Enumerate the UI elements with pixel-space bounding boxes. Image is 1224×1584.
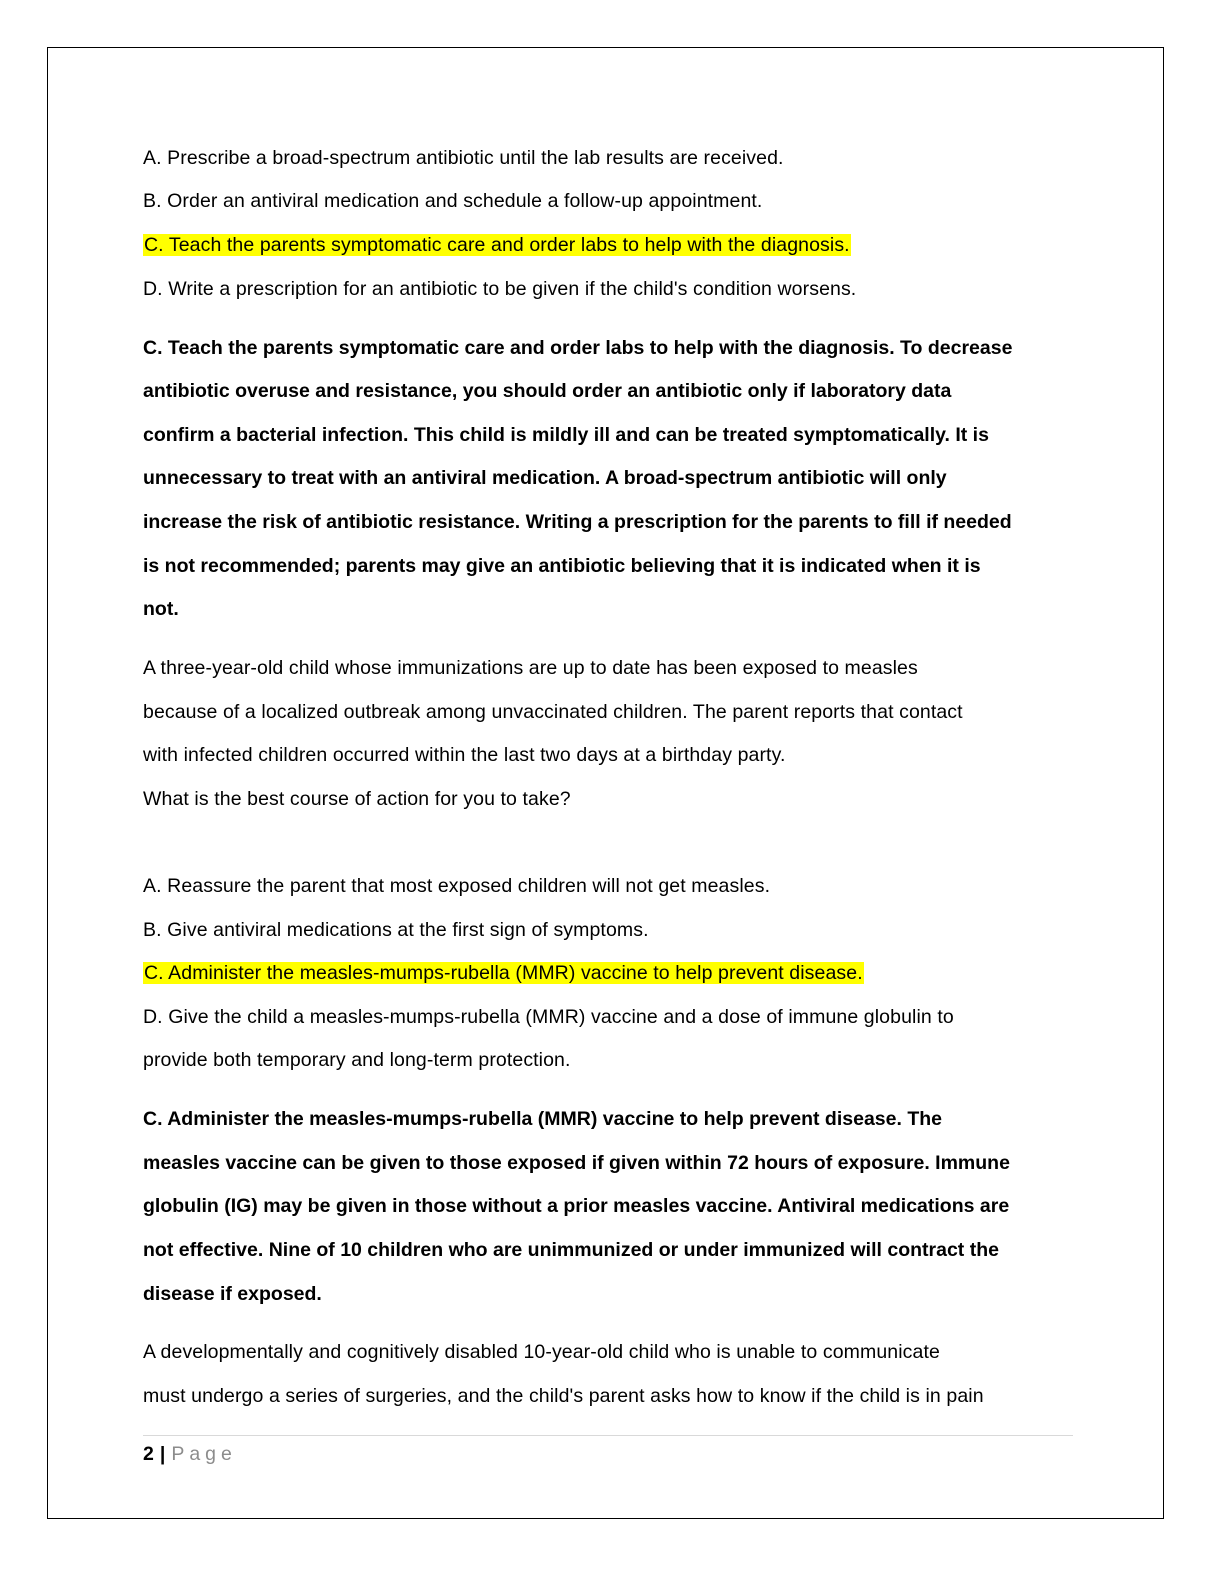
footer-rule xyxy=(143,1435,1073,1436)
answer2-line: measles vaccine can be given to those exposed if given within 72 hours of exposure. Immune xyxy=(143,1152,1010,1174)
q2-option-a: A. Reassure the parent that most exposed children will not get measles. xyxy=(143,875,771,897)
q1-option-d: D. Write a prescription for an antibiotic to be given if the child's condition worsens. xyxy=(143,278,857,300)
answer2-line: disease if exposed. xyxy=(143,1283,322,1305)
q2-option-c-row xyxy=(143,960,864,986)
page-number: 2 xyxy=(143,1443,154,1465)
answer1-line: is not recommended; parents may give an antibiotic believing that it is indicated when it is xyxy=(143,555,981,577)
q2-question: What is the best course of action for you to take? xyxy=(143,788,571,810)
q2-stem-line: because of a localized outbreak among unvaccinated children. The parent reports that contact xyxy=(143,701,963,723)
q1-option-b: B. Order an antiviral medication and schedule a follow-up appointment. xyxy=(143,190,763,212)
answer1-line: antibiotic overuse and resistance, you should order an antibiotic only if laboratory data xyxy=(143,380,952,402)
q1-option-a: A. Prescribe a broad-spectrum antibiotic until the lab results are received. xyxy=(143,147,784,169)
page-label: Page xyxy=(171,1443,237,1465)
answer2-line: globulin (IG) may be given in those without a prior measles vaccine. Antiviral medications are xyxy=(143,1195,1010,1217)
q2-stem-line: A three-year-old child whose immunizations are up to date has been exposed to measles xyxy=(143,657,918,679)
answer2-line: C. Administer the measles-mumps-rubella (MMR) vaccine to help prevent disease. The xyxy=(143,1108,942,1130)
answer1-line: not. xyxy=(143,598,179,620)
page-footer xyxy=(143,1441,237,1467)
q2-option-c-highlighted: C. Administer the measles-mumps-rubella (MMR) vaccine to help prevent disease. xyxy=(144,962,863,984)
q2-stem-line: with infected children occurred within the last two days at a birthday party. xyxy=(143,744,786,766)
answer2-line: not effective. Nine of 10 children who are unimmunized or under immunized will contract the xyxy=(143,1239,999,1261)
q2-option-d-continued: provide both temporary and long-term protection. xyxy=(143,1049,571,1071)
answer1-line: C. Teach the parents symptomatic care and order labs to help with the diagnosis. To decrease xyxy=(143,337,1013,359)
footer-separator: | xyxy=(159,1443,166,1465)
answer1-line: confirm a bacterial infection. This child is mildly ill and can be treated symptomatically. It is xyxy=(143,424,989,446)
q1-option-c-row xyxy=(143,232,851,258)
q2-option-d: D. Give the child a measles-mumps-rubella (MMR) vaccine and a dose of immune globulin to xyxy=(143,1006,954,1028)
q2-option-b: B. Give antiviral medications at the first sign of symptoms. xyxy=(143,919,649,941)
q3-stem-line: A developmentally and cognitively disabled 10-year-old child who is unable to communicate xyxy=(143,1341,940,1363)
answer1-line: increase the risk of antibiotic resistance. Writing a prescription for the parents to fill if needed xyxy=(143,511,1012,533)
q1-option-c-highlighted: C. Teach the parents symptomatic care and order labs to help with the diagnosis. xyxy=(144,234,850,256)
answer1-line: unnecessary to treat with an antiviral medication. A broad-spectrum antibiotic will only xyxy=(143,467,947,489)
q3-stem-line: must undergo a series of surgeries, and the child's parent asks how to know if the child is in pain xyxy=(143,1385,984,1407)
